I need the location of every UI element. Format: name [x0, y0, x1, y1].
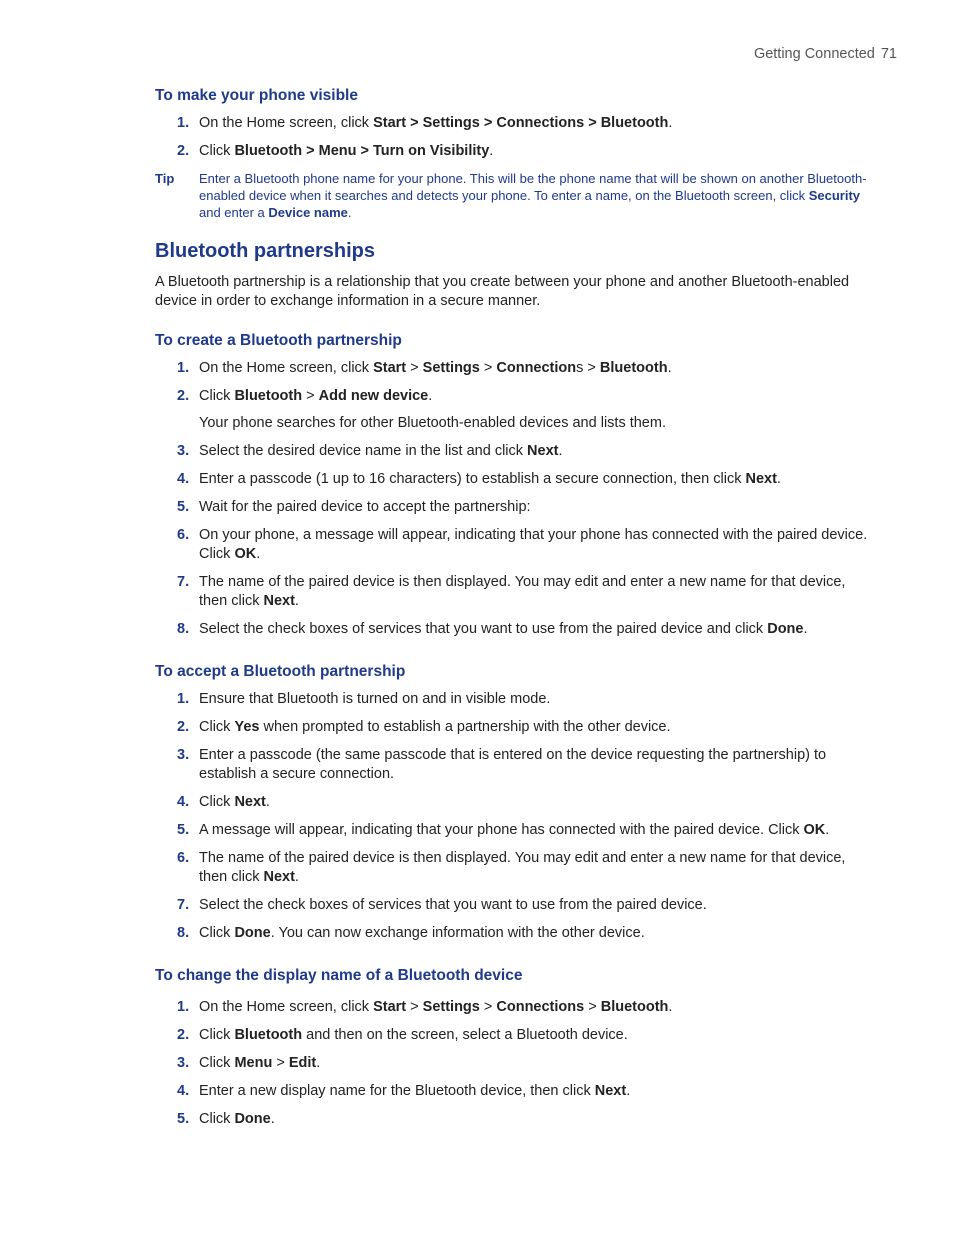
step-text: Click Bluetooth and then on the screen, select a Bluetooth device. [199, 1027, 628, 1043]
tip-box [155, 170, 875, 221]
step-item [155, 1082, 875, 1101]
tip-text: Enter a Bluetooth phone name for your phone. This will be the phone name that will be shown on another Bluetooth-enabled device when it searches and detects your phone. To enter a name, on the Bluetooth screen, click Security and enter a Device name. [199, 171, 867, 220]
step-text: Click Bluetooth > Add new device. [199, 388, 433, 404]
step-number: 2. [177, 1027, 190, 1043]
step-item [155, 1054, 875, 1073]
step-text: Click Done. [199, 1111, 275, 1127]
heading-create-partnership: To create a Bluetooth partnership [155, 332, 402, 349]
step-text: Wait for the paired device to accept the partnership: [199, 499, 531, 515]
step-item [155, 924, 875, 943]
step-text: Click Bluetooth > Menu > Turn on Visibility. [199, 143, 494, 159]
step-text: Enter a passcode (1 up to 16 characters) to establish a secure connection, then click Next. [199, 471, 781, 487]
ui-term: Menu [234, 1055, 273, 1071]
step-item [155, 526, 875, 564]
ui-term: Done [234, 1111, 271, 1127]
step-item [155, 359, 875, 378]
step-number: 2. [177, 388, 190, 404]
ui-term: Edit [288, 1055, 317, 1071]
step-number: 3. [177, 747, 190, 763]
step-item [155, 620, 875, 639]
ui-term: Next [594, 1083, 627, 1099]
ui-term: Device name [268, 205, 348, 220]
ui-term: Next [745, 471, 777, 487]
step-text: Click Next. [199, 794, 270, 810]
step-item [155, 142, 875, 161]
page-number: 71 [880, 46, 897, 62]
step-number: 8. [177, 621, 190, 637]
ui-term: Done [767, 621, 804, 637]
step-item [155, 821, 875, 840]
step-number: 4. [177, 794, 190, 810]
steps-make-visible [155, 114, 875, 161]
step-item [155, 442, 875, 461]
step-text: Enter a new display name for the Bluetooth device, then click Next. [199, 1083, 631, 1099]
step-item [155, 387, 875, 406]
step-item [155, 896, 875, 915]
step-item [155, 470, 875, 489]
step-item [155, 1026, 875, 1045]
ui-term: OK [803, 822, 826, 838]
step-number: 1. [177, 360, 190, 376]
page-header [754, 46, 897, 62]
step-text: Click Yes when prompted to establish a partnership with the other device. [199, 719, 671, 735]
step-item [155, 793, 875, 812]
step-item [155, 718, 875, 737]
step-text: Ensure that Bluetooth is turned on and in visible mode. [199, 691, 551, 707]
ui-term: Bluetooth [234, 388, 303, 404]
ui-term: Settings [422, 360, 480, 376]
tip-label: Tip [155, 171, 175, 186]
step-text: The name of the paired device is then displayed. You may edit and enter a new name for that device, then click Next. [199, 850, 846, 885]
step-number: 5. [177, 499, 190, 515]
step-number: 2. [177, 143, 190, 159]
ui-term: Settings [422, 999, 480, 1015]
page-content [155, 86, 875, 1138]
heading-change-display-name: To change the display name of a Bluetooth device [155, 967, 523, 984]
ui-term: Connection [496, 360, 577, 376]
step-number: 1. [177, 115, 190, 131]
steps-create-partnership [155, 359, 875, 639]
step-note: Your phone searches for other Bluetooth-enabled devices and lists them. [199, 415, 666, 431]
step-item [155, 498, 875, 517]
ui-term: OK [234, 546, 257, 562]
step-text: Click Menu > Edit. [199, 1055, 321, 1071]
ui-term: Add new device [318, 388, 429, 404]
step-text: On your phone, a message will appear, indicating that your phone has connected with the paired device. Click OK. [199, 527, 868, 562]
step-item [155, 690, 875, 709]
ui-term: Start > Settings > Connections > Bluetooth [373, 115, 669, 131]
step-number: 6. [177, 850, 190, 866]
step-item [155, 573, 875, 611]
step-text: On the Home screen, click Start > Settings > Connections > Bluetooth. [199, 360, 672, 376]
step-text: On the Home screen, click Start > Settings > Connections > Bluetooth. [199, 999, 673, 1015]
ui-term: Bluetooth [234, 1027, 303, 1043]
step-text: On the Home screen, click Start > Settings > Connections > Bluetooth. [199, 115, 673, 131]
ui-term: Start [373, 360, 407, 376]
step-item [155, 746, 875, 784]
step-number: 2. [177, 719, 190, 735]
ui-term: Bluetooth [599, 360, 668, 376]
section-title: Getting Connected [753, 46, 875, 62]
ui-term: Next [527, 443, 559, 459]
step-text: Select the check boxes of services that you want to use from the paired device. [199, 897, 707, 913]
step-number: 7. [177, 897, 190, 913]
step-text: A message will appear, indicating that your phone has connected with the paired device. Click OK. [199, 822, 830, 838]
heading-bluetooth-partnerships: Bluetooth partnerships [155, 240, 376, 262]
step-number: 6. [177, 527, 190, 543]
ui-term: Done [234, 925, 271, 941]
step-text: Select the check boxes of services that you want to use from the paired device and click Done. [199, 621, 808, 637]
step-number: 3. [177, 443, 190, 459]
ui-term: Bluetooth > Menu > Turn on Visibility [234, 143, 490, 159]
step-number: 1. [177, 691, 190, 707]
steps-change-display-name [155, 998, 875, 1129]
ui-term: Next [263, 593, 295, 609]
step-text: Click Done. You can now exchange information with the other device. [199, 925, 645, 941]
ui-term: Security [808, 188, 861, 203]
step-number: 5. [177, 822, 190, 838]
step-number: 5. [177, 1111, 190, 1127]
step-text: The name of the paired device is then displayed. You may edit and enter a new name for that device, then click Next. [199, 574, 846, 609]
heading-accept-partnership: To accept a Bluetooth partnership [155, 663, 406, 680]
step-text: Select the desired device name in the list and click Next. [199, 443, 563, 459]
step-number: 4. [177, 471, 190, 487]
step-item [155, 114, 875, 133]
step-number: 1. [177, 999, 190, 1015]
step-number: 3. [177, 1055, 190, 1071]
ui-term: Next [234, 794, 266, 810]
step-text: Enter a passcode (the same passcode that is entered on the device requesting the partnership) to establish a secure connection. [199, 747, 827, 782]
heading-make-visible: To make your phone visible [155, 87, 358, 104]
steps-accept-partnership [155, 690, 875, 943]
ui-term: Start [373, 999, 407, 1015]
step-number: 4. [177, 1083, 190, 1099]
step-item [155, 849, 875, 887]
ui-term: Connections [496, 999, 585, 1015]
ui-term: Next [263, 869, 295, 885]
step-item [155, 1110, 875, 1129]
ui-term: Yes [234, 719, 260, 735]
ui-term: Bluetooth [600, 999, 669, 1015]
partnerships-intro: A Bluetooth partnership is a relationship that you create between your phone and another Bluetooth-enabled device in order to exchange information in a secure manner. [155, 274, 850, 309]
step-item [155, 998, 875, 1017]
step-number: 8. [177, 925, 190, 941]
step-number: 7. [177, 574, 190, 590]
